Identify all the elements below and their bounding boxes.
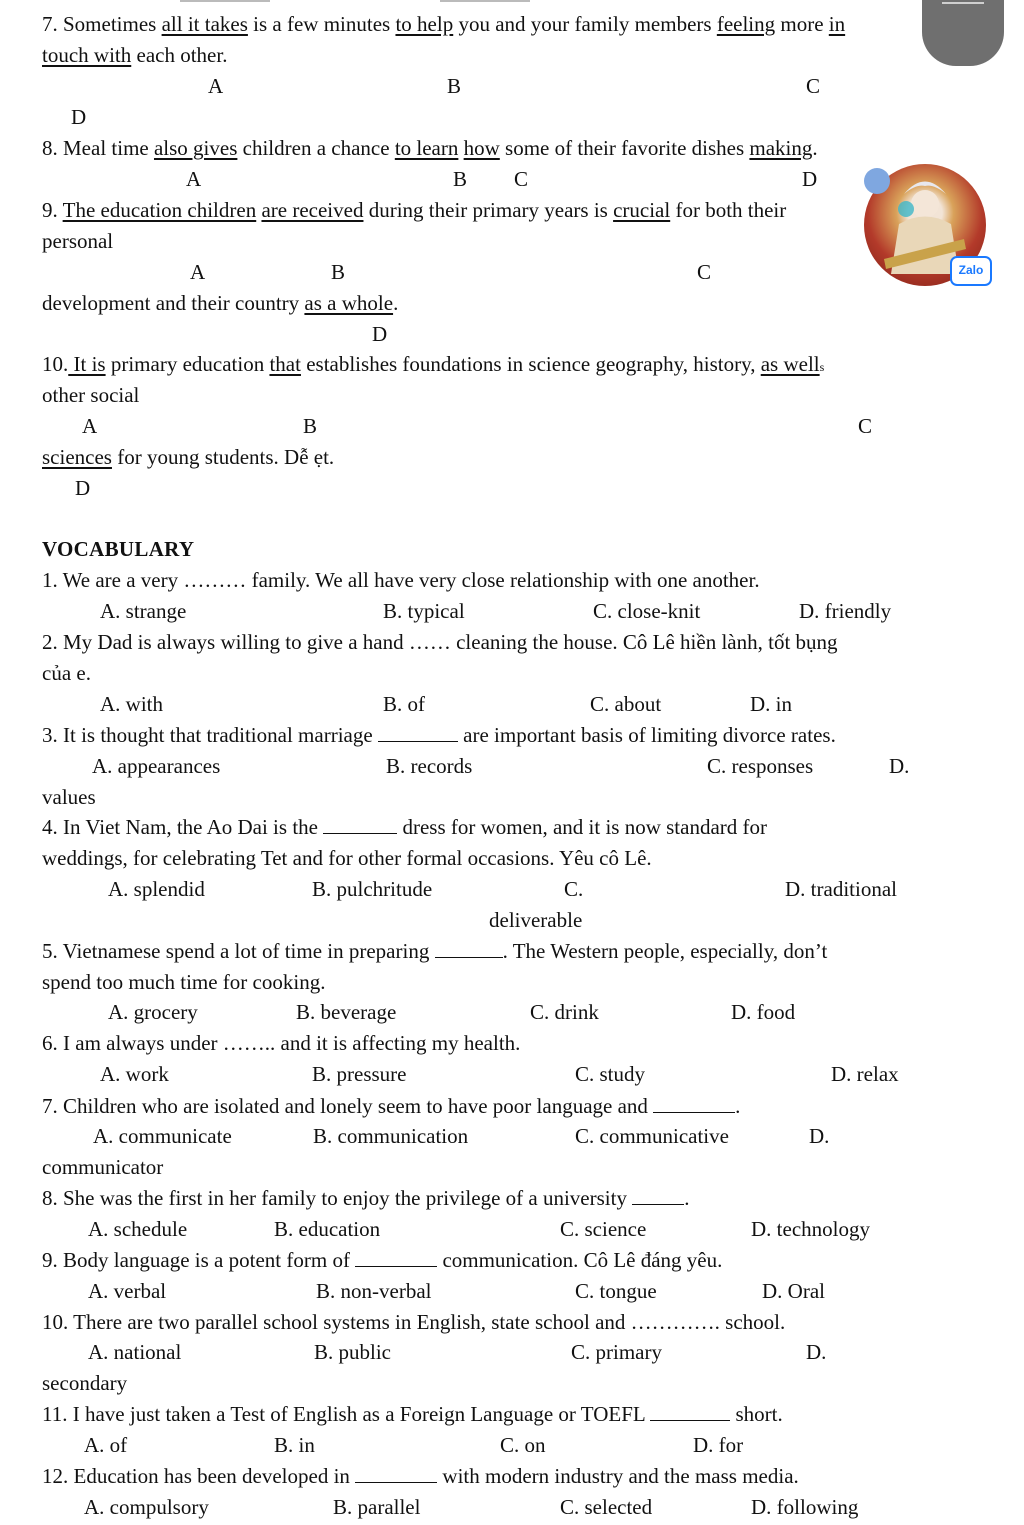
error-q8-line1 (42, 135, 818, 161)
option-b[interactable]: B. non-verbal (316, 1279, 432, 1303)
option-b[interactable]: B. typical (383, 599, 465, 623)
option-c[interactable]: C. primary (571, 1340, 662, 1364)
text: each other. (131, 43, 228, 67)
error-q7-line1 (42, 11, 845, 37)
scroll-handle[interactable] (922, 0, 1004, 66)
vocab-q12-stem (42, 1463, 799, 1489)
text: more (775, 12, 829, 36)
vocab-q8-stem (42, 1185, 689, 1211)
option-c[interactable]: C. (564, 877, 584, 901)
option-a[interactable]: A. strange (100, 599, 187, 623)
underlined-a: The education children (62, 198, 257, 222)
option-b[interactable]: B. communication (313, 1124, 469, 1148)
text: communication. Cô Lê đáng yêu. (437, 1248, 723, 1272)
error-q10-line1 (42, 351, 824, 380)
text: 3. It is thought that traditional marriage (42, 723, 378, 747)
mark-a: A (186, 167, 202, 191)
underlined-a: It is (68, 352, 106, 376)
vocab-q6-stem: 6. I am always under …….. and it is affecting my health. (42, 1031, 521, 1055)
text: . The Western people, especially, don’t (502, 939, 828, 963)
option-b[interactable]: B. beverage (296, 1000, 397, 1024)
option-c[interactable]: C. on (500, 1433, 546, 1457)
mark-a: A (208, 74, 224, 98)
mark-b: B (303, 414, 318, 438)
text: you and your family members (453, 12, 717, 36)
option-a[interactable]: A. work (100, 1062, 169, 1086)
answer-blank[interactable] (650, 1402, 730, 1421)
mark-d: D (71, 105, 87, 129)
answer-blank[interactable] (378, 723, 458, 742)
underlined-d: sciences (42, 445, 112, 469)
mark-a: A (190, 260, 206, 284)
top-edge-line (180, 0, 270, 2)
vocab-q10-stem: 10. There are two parallel school systems in English, state school and …………. school. (42, 1310, 786, 1334)
option-b[interactable]: B. education (274, 1217, 381, 1241)
error-q9-line2: personal (42, 229, 114, 253)
text: . (735, 1094, 741, 1118)
underlined-d-cont: touch with (42, 43, 132, 67)
underlined-b: to help (395, 12, 454, 36)
text: establishes foundations in science geography, history, (300, 352, 761, 376)
option-d[interactable]: D. technology (751, 1217, 870, 1241)
option-c[interactable]: C. selected (560, 1495, 653, 1519)
text: 7. Sometimes (42, 12, 162, 36)
option-d[interactable]: D. friendly (799, 599, 892, 623)
option-a[interactable]: A. compulsory (84, 1495, 209, 1519)
underlined-c: crucial (613, 198, 671, 222)
mark-c: C (514, 167, 529, 191)
answer-blank[interactable] (653, 1094, 735, 1113)
text: . (393, 291, 399, 315)
text: during their primary years is (363, 198, 614, 222)
option-d[interactable]: D. following (751, 1495, 859, 1519)
vocab-q1-stem: 1. We are a very ……… family. We all have very close relationship with one another. (42, 568, 760, 592)
option-d[interactable]: D. traditional (785, 877, 897, 901)
underlined-b: are received (261, 198, 364, 222)
mark-b: B (453, 167, 468, 191)
text: 12. Education has been developed in (42, 1464, 356, 1488)
vocab-q4-stem (42, 814, 767, 840)
underlined-c: feeling (716, 12, 776, 36)
mark-d: D (802, 167, 818, 191)
error-q7-line2 (42, 42, 227, 68)
vocab-q5-stem2: spend too much time for cooking. (42, 970, 326, 994)
text: . (812, 136, 818, 160)
option-c[interactable]: C. drink (530, 1000, 599, 1024)
text: some of their favorite dishes (499, 136, 750, 160)
option-b[interactable]: B. in (274, 1433, 315, 1457)
vocab-q2-stem: 2. My Dad is always willing to give a hand …… cleaning the house. Cô Lê hiền lành, tốt bụng (42, 630, 838, 654)
text: 9. (42, 198, 63, 222)
vocab-q9-stem (42, 1247, 722, 1273)
text: 8. Meal time (42, 136, 154, 160)
option-b[interactable]: B. of (383, 692, 425, 716)
text: 8. She was the first in her family to enjoy the privilege of a university (42, 1186, 633, 1210)
text: are important basis of limiting divorce rates. (457, 723, 836, 747)
option-c[interactable]: C. responses (707, 754, 814, 778)
option-a[interactable]: A. with (100, 692, 163, 716)
mark-c: C (806, 74, 821, 98)
option-d[interactable]: D. for (693, 1433, 744, 1457)
option-b[interactable]: B. parallel (333, 1495, 421, 1519)
error-q10-line3 (42, 444, 334, 470)
option-b[interactable]: B. records (386, 754, 473, 778)
text: for both their (670, 198, 787, 222)
top-edge-line (440, 0, 530, 2)
answer-blank[interactable] (355, 1248, 437, 1267)
option-a[interactable]: A. grocery (108, 1000, 198, 1024)
option-b[interactable]: B. pulchritude (312, 877, 433, 901)
option-d[interactable]: D. food (731, 1000, 796, 1024)
text: dress for women, and it is now standard for (397, 815, 767, 839)
vocab-q4-stem2: weddings, for celebrating Tet and for other formal occasions. Yêu cô Lê. (42, 846, 652, 870)
option-a[interactable]: A. splendid (108, 877, 205, 901)
underlined-a: all it takes (161, 12, 248, 36)
vocab-q3-stem (42, 722, 836, 748)
text: 5. Vietnamese spend a lot of time in preparing (42, 939, 435, 963)
text: 10. (42, 352, 69, 376)
text: is a few minutes (247, 12, 396, 36)
option-d[interactable]: D. relax (831, 1062, 899, 1086)
option-d[interactable]: D. in (750, 692, 792, 716)
text: children a chance (237, 136, 395, 160)
text: . (684, 1186, 690, 1210)
option-a[interactable]: A. appearances (92, 754, 221, 778)
answer-blank[interactable] (355, 1464, 437, 1483)
option-b[interactable]: B. public (314, 1340, 391, 1364)
option-c[interactable]: C. study (575, 1062, 646, 1086)
option-c[interactable]: C. close-knit (593, 599, 701, 623)
underlined-d: making (749, 136, 813, 160)
answer-blank[interactable] (323, 815, 397, 834)
text: 9. Body language is a potent form of (42, 1248, 356, 1272)
option-c[interactable]: C. communicative (575, 1124, 729, 1148)
option-d[interactable]: D. Oral (762, 1279, 825, 1303)
handle-grip-icon (942, 2, 984, 4)
option-c[interactable]: C. science (560, 1217, 647, 1241)
vocabulary-heading: VOCABULARY (42, 537, 195, 561)
option-c[interactable]: C. tongue (575, 1279, 657, 1303)
option-a[interactable]: A. communicate (93, 1124, 232, 1148)
text-sub: s (819, 360, 825, 374)
text: with modern industry and the mass media. (437, 1464, 799, 1488)
option-b[interactable]: B. pressure (312, 1062, 407, 1086)
notification-dot (864, 168, 890, 194)
zalo-logo-badge[interactable]: Zalo (950, 256, 992, 286)
vocab-q5-stem (42, 938, 827, 964)
error-q10-line2: other social (42, 383, 140, 407)
mark-b: B (331, 260, 346, 284)
mark-c: C (858, 414, 873, 438)
vocab-q2-stem2: của e. (42, 661, 91, 685)
vocab-q11-stem (42, 1401, 783, 1427)
mark-a: A (82, 414, 98, 438)
option-c[interactable]: C. about (590, 692, 662, 716)
option-a[interactable]: A. of (84, 1433, 128, 1457)
answer-blank[interactable] (632, 1186, 684, 1205)
option-d-overflow[interactable]: secondary (42, 1371, 128, 1395)
mark-d: D (372, 322, 388, 346)
option-d[interactable]: D. (806, 1340, 827, 1364)
error-q9-line1 (42, 197, 786, 223)
underlined-d: in (828, 12, 846, 36)
vocab-q7-stem (42, 1093, 740, 1119)
text: 11. I have just taken a Test of English as a Foreign Language or TOEFL (42, 1402, 651, 1426)
underlined-b: to learn (394, 136, 459, 160)
mark-c: C (697, 260, 712, 284)
option-a[interactable]: A. schedule (88, 1217, 188, 1241)
underlined-c: as well (760, 352, 820, 376)
option-a[interactable]: A. national (88, 1340, 182, 1364)
mark-d: D (75, 476, 91, 500)
text: short. (730, 1402, 783, 1426)
underlined-a: also gives (153, 136, 238, 160)
text: for young students. Dễ ẹt. (111, 445, 335, 469)
text: primary education (105, 352, 270, 376)
option-d-overflow[interactable]: values (42, 785, 96, 809)
underlined-c: how (463, 136, 500, 160)
text: 4. In Viet Nam, the Ao Dai is the (42, 815, 324, 839)
error-q9-line3 (42, 290, 398, 316)
option-d[interactable]: D. (889, 754, 910, 778)
text: 7. Children who are isolated and lonely seem to have poor language and (42, 1094, 654, 1118)
text: development and their country (42, 291, 305, 315)
option-d[interactable]: D. (809, 1124, 830, 1148)
option-a[interactable]: A. verbal (88, 1279, 167, 1303)
underlined-b: that (269, 352, 301, 376)
option-d-overflow[interactable]: communicator (42, 1155, 164, 1179)
answer-blank[interactable] (435, 939, 503, 958)
underlined-d: as a whole (304, 291, 394, 315)
mark-b: B (447, 74, 462, 98)
option-c-overflow[interactable]: deliverable (489, 908, 583, 932)
